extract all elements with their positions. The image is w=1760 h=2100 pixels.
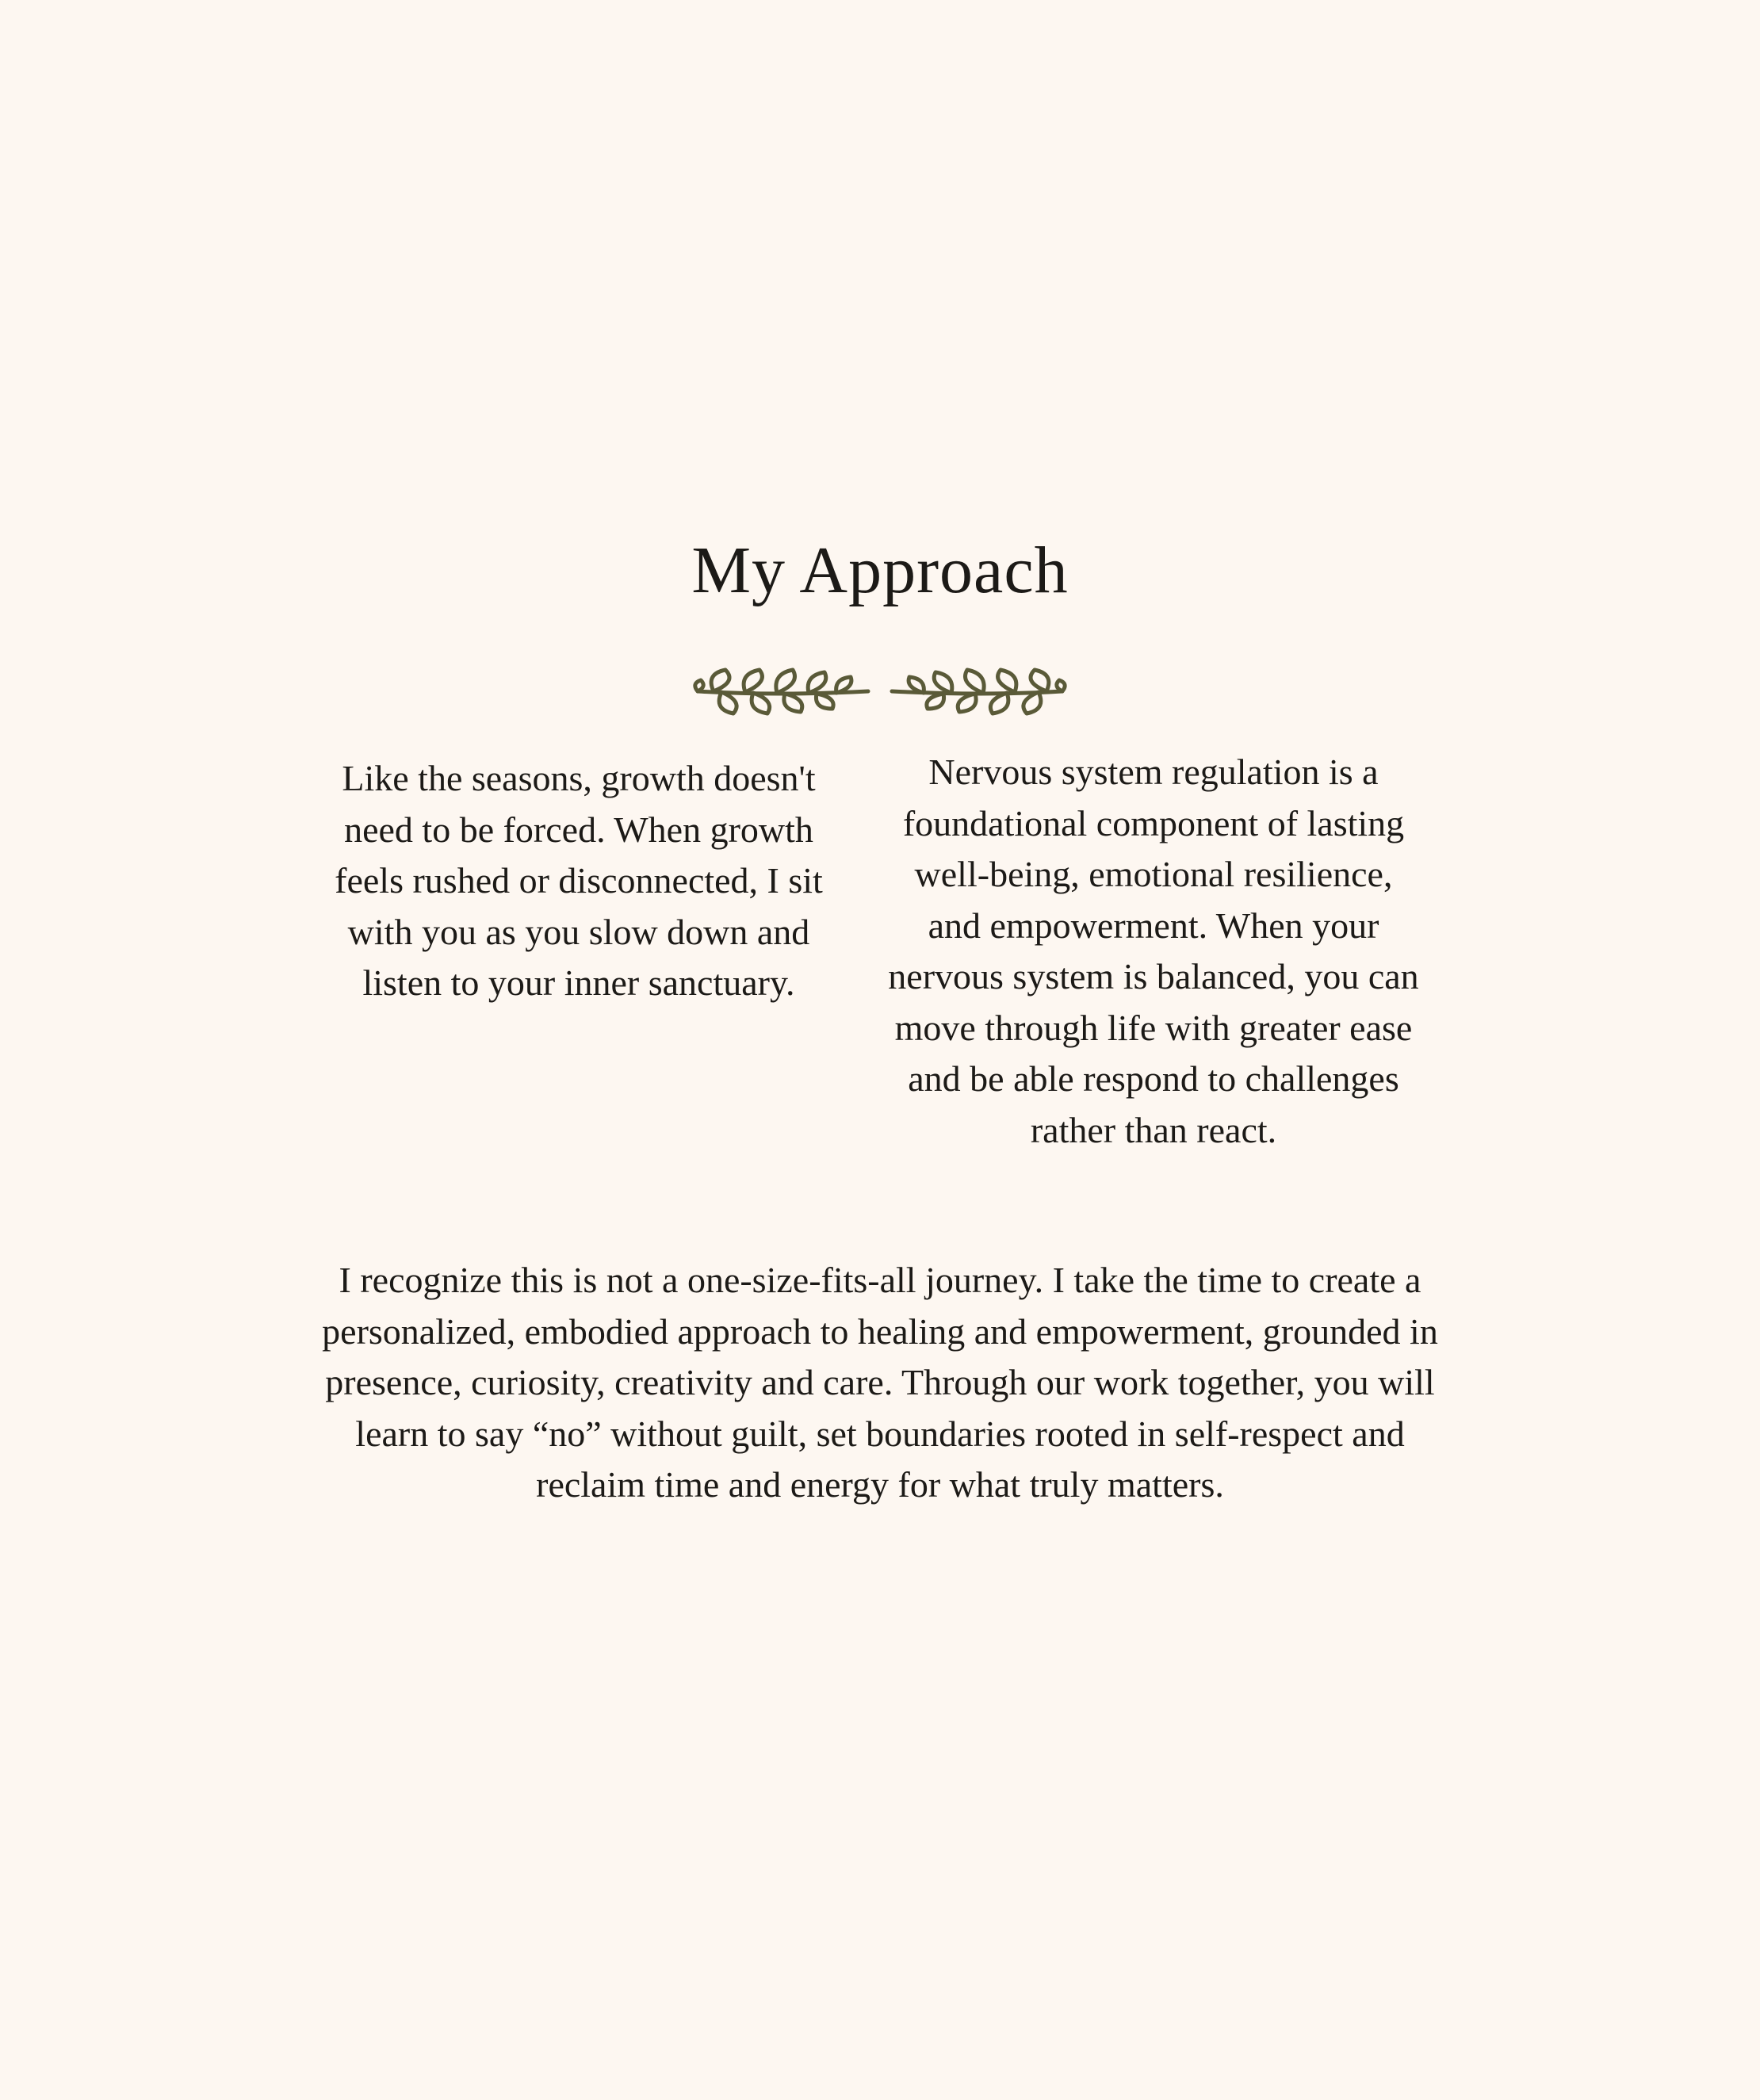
page-title: My Approach [691, 534, 1069, 607]
right-paragraph: Nervous system regulation is a foundational component of lasting well-being, emotional resilience, and empowerment. When your nervous system is balanced, you can move through life with greater ease and be able respond to challenges rather than react. [888, 752, 1419, 1150]
left-paragraph: Like the seasons, growth doesn't need to be forced. When growth feels rushed or disconnected, I sit with you as you slow down and listen to your inner sanctuary. [335, 758, 823, 1003]
left-laurel-branch [695, 670, 868, 713]
bottom-paragraph: I recognize this is not a one-size-fits-all journey. I take the time to create a personalized, embodied approach to healing and empowerment, grounded in presence, curiosity, creativity and care. Through our work together, you will learn to say “no” without guilt, set boundaries rooted in self-respect and reclaim time and energy for what truly matters. [322, 1260, 1438, 1505]
laurel-branches-divider-icon [690, 650, 1070, 721]
right-laurel-branch [892, 670, 1065, 713]
